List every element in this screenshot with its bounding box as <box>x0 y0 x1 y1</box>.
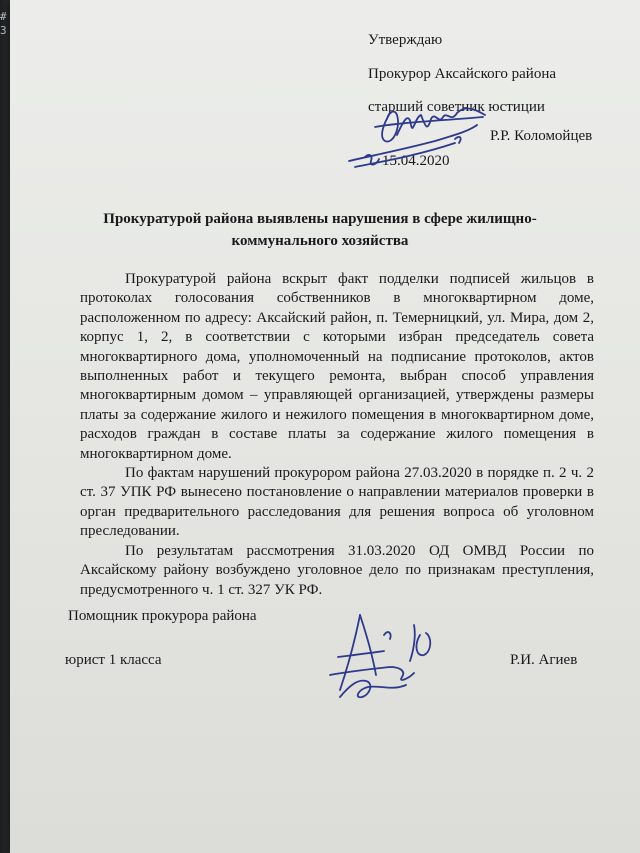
signer-signature <box>310 605 450 715</box>
body-paragraph-2: По фактам нарушений прокурором района 27.03.2020 в порядке п. 2 ч. 2 ст. 37 УПК РФ вынесено постановление о направлении материалов проверки в орган предварительного расследования для решения вопроса об уголовном преследовании. <box>80 465 594 540</box>
approver-rank: старший советник юстиции <box>368 99 545 115</box>
approve-label: Утверждаю <box>368 32 443 48</box>
approval-date: 15.04.2020 <box>382 153 450 169</box>
approver-position: Прокурор Аксайского района <box>368 66 557 82</box>
body-paragraph-1: Прокуратурой района вскрыт факт подделки подписей жильцов в протоколах голосования собственников в многоквартирном доме, расположенном по адресу: Аксайский район, п. Темерницкий, ул. Мира, дом 2, корпус 1, 2, в соответствии с которыми избран председатель совета многоквартирного дома, уполномоченный на подписание протоколов, актов выполненных работ и текущего ремонта, выбран способ управления многоквартирным домом – управляющей организацией, утверждены размеры платы за содержание жилого и нежилого помещения в многоквартирном доме, расходов граждан в составе платы за содержание жилого помещения в многоквартирном доме. <box>80 271 594 462</box>
approver-name: Р.Р. Коломойцев <box>490 128 593 144</box>
signer-rank: юрист 1 класса <box>65 652 162 668</box>
document-body <box>80 270 594 600</box>
signer-name: Р.И. Агиев <box>510 652 578 668</box>
signer-position: Помощник прокурора района <box>68 608 257 624</box>
document-sheet <box>10 0 640 853</box>
approver-signature <box>335 95 505 185</box>
body-paragraph-3: По результатам рассмотрения 31.03.2020 ОД ОМВД России по Аксайскому району возбуждено уголовное дело по признакам преступления, предусмотренного ч. 1 ст. 327 УК РФ. <box>80 542 594 598</box>
background-screen-fragment: # 3 <box>0 10 7 37</box>
document-title: Прокуратурой района выявлены нарушения в сфере жилищно-коммунального хозяйства <box>103 211 537 249</box>
